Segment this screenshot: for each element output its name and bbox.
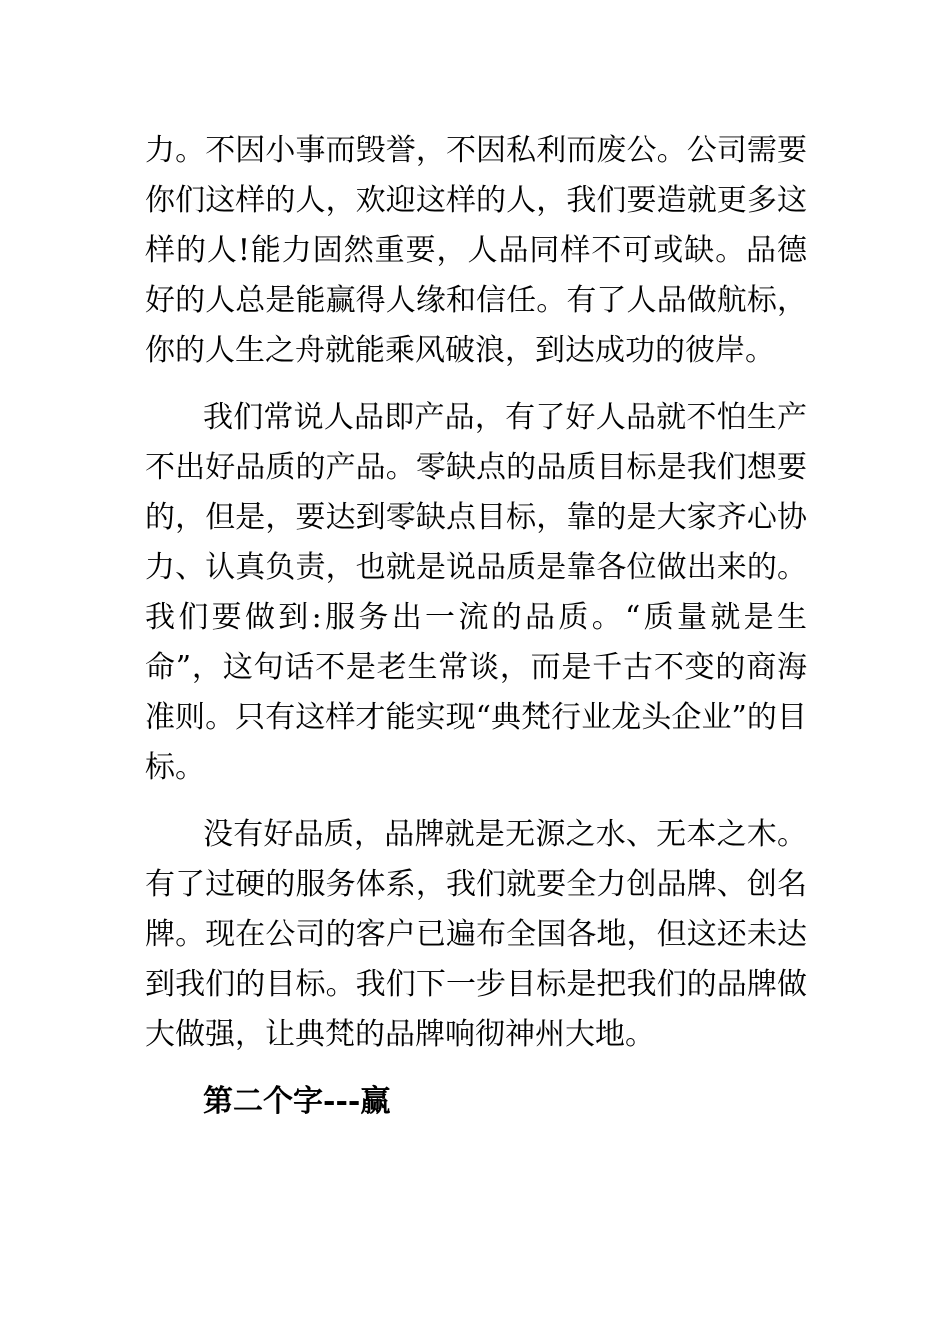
paragraph-2: 我们常说人品即产品，有了好人品就不怕生产不出好品质的产品。零缺点的品质目标是我们想要的，但是，要达到零缺点目标，靠的是大家齐心协力、认真负责，也就是说品质是靠各位做出来的。我们要做到:服务出一流的品质。“质量就是生命”，这句话不是老生常谈，而是千古不变的商海准则。只有这样才能实现“典梵行业龙头企业”的目标。 <box>145 400 807 785</box>
section-heading: 第二个字---赢 <box>203 1084 391 1119</box>
paragraph-1: 力。不因小事而毁誉，不因私利而废公。公司需要你们这样的人，欢迎这样的人，我们要造就更多这样的人!能力固然重要，人品同样不可或缺。品德好的人总是能赢得人缘和信任。有了人品做航标，你的人生之舟就能乘风破浪，到达成功的彼岸。 <box>145 133 807 368</box>
paragraph-3: 没有好品质，品牌就是无源之水、无本之木。有了过硬的服务体系，我们就要全力创品牌、创名牌。现在公司的客户已遍布全国各地，但这还未达到我们的目标。我们下一步目标是把我们的品牌做大做强，让典梵的品牌响彻神州大地。 <box>145 817 807 1052</box>
document-body <box>145 126 807 1127</box>
